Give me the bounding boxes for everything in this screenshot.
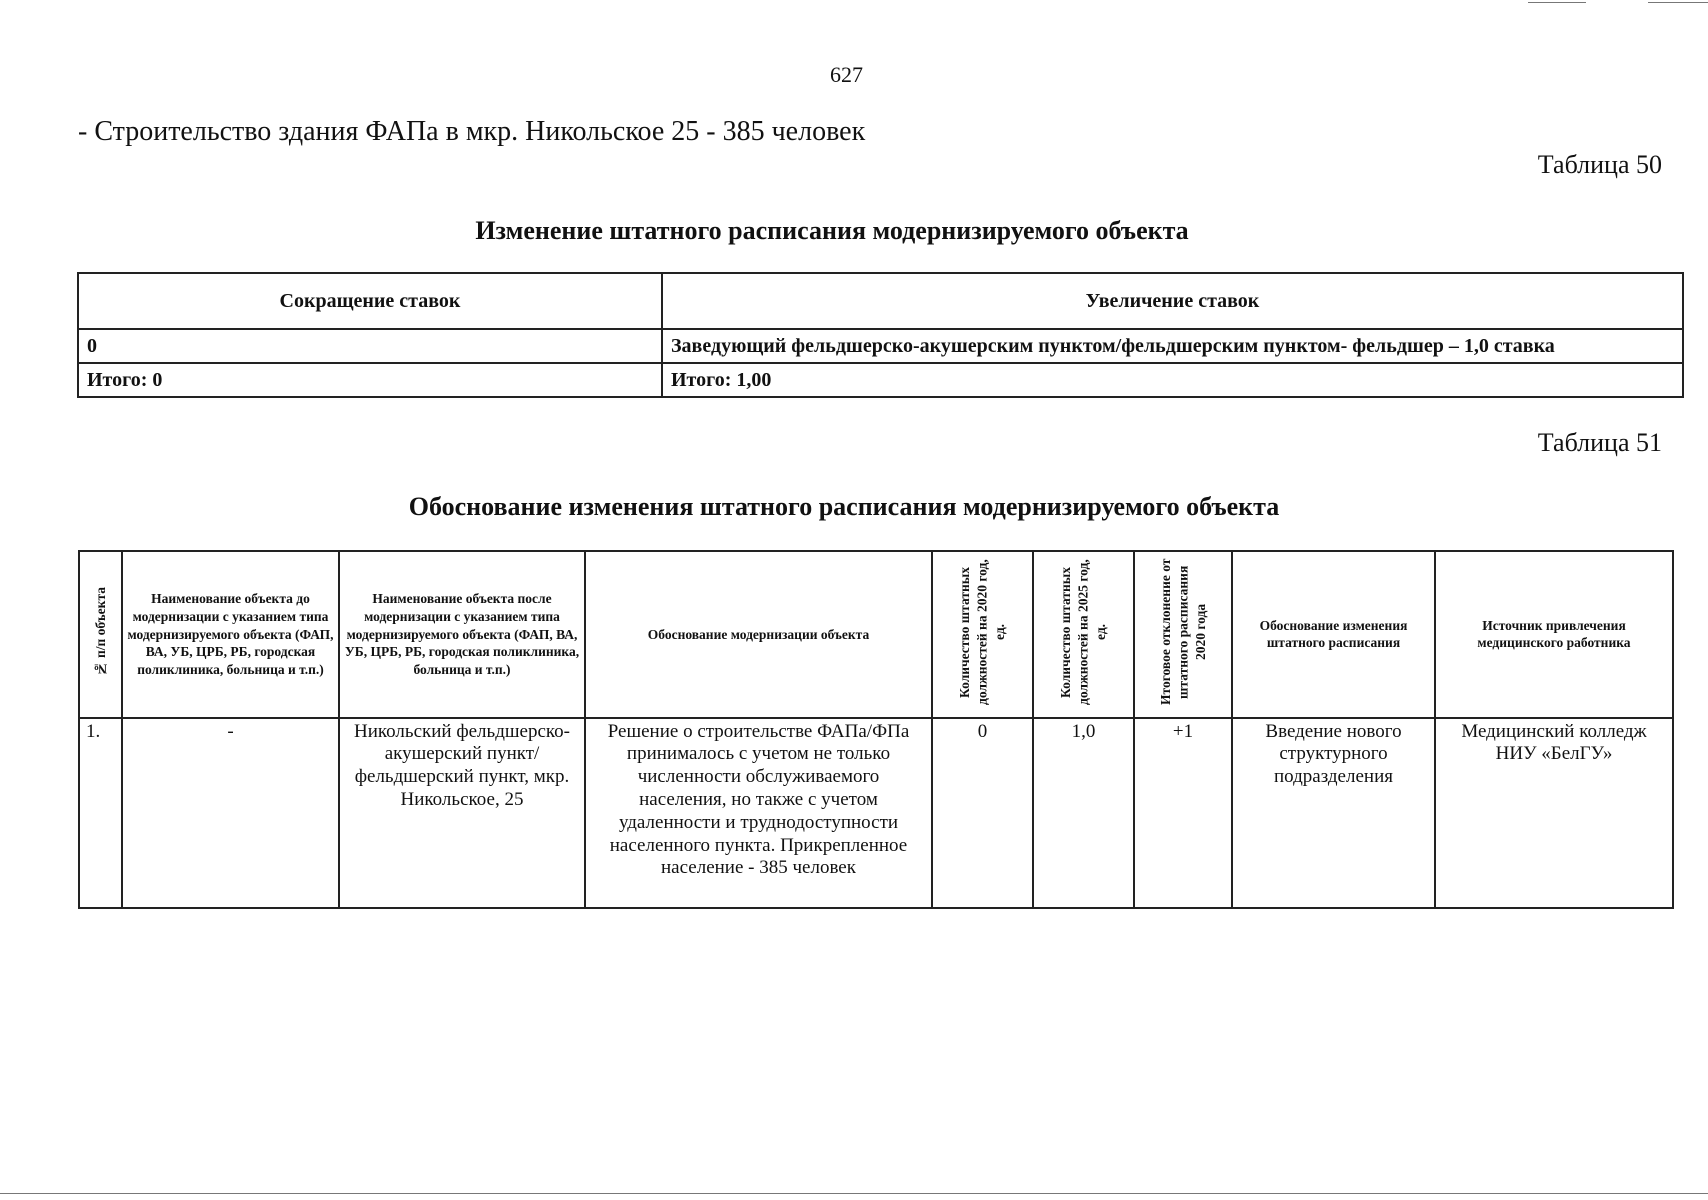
header-increase: Увеличение ставок (662, 273, 1683, 329)
scan-artifact-line (1648, 2, 1708, 3)
staffing-justification-table (78, 550, 1674, 909)
cell-staff-2025: 1,0 (1033, 718, 1134, 908)
increase-value: Заведующий фельдшерско-акушерским пунктом/фельдшерским пунктом- фельдшер – 1,0 ставка (662, 329, 1683, 363)
page-number: 627 (830, 62, 863, 87)
header-staff-2025 (1033, 551, 1134, 718)
cell-staff-2020: 0 (932, 718, 1033, 908)
cell-change-reason: Введение нового структурного подразделения (1232, 718, 1435, 908)
header-staff-source: Источник привлечения медицинского работника (1435, 551, 1673, 718)
table-row (78, 329, 1683, 363)
table-50-caption: Таблица 50 (1537, 150, 1662, 179)
cell-deviation: +1 (1134, 718, 1232, 908)
cell-modernization-reason: Решение о строительстве ФАПа/ФПа принималось с учетом не только численности обслуживаемого населения, но также с учетом удаленности и труднодоступности населенного пункта. Прикрепленное население - 385 человек (585, 718, 932, 908)
header-staff-2020-label: Количество штатных должностей на 2020 год, ед. (957, 559, 1008, 705)
header-deviation (1134, 551, 1232, 718)
table-row (79, 718, 1673, 908)
header-object-before: Наименование объекта до модернизации с указанием типа модернизируемого объекта (ФАП, ВА, УБ, ЦРБ, РБ, городская поликлиника, больница и т.п.) (122, 551, 339, 718)
cell-object-before: - (122, 718, 339, 908)
header-staff-2020 (932, 551, 1033, 718)
header-change-reason: Обоснование изменения штатного расписания (1232, 551, 1435, 718)
header-deviation-label: Итоговое отклонение от штатного расписания 2020 года (1157, 558, 1208, 706)
table-50-title: Изменение штатного расписания модернизируемого объекта (475, 216, 1189, 245)
table-51-title: Обоснование изменения штатного расписания модернизируемого объекта (408, 492, 1280, 521)
cell-object-number: 1. (79, 718, 122, 908)
header-reduction: Сокращение ставок (78, 273, 662, 329)
project-line: - Строительство здания ФАПа в мкр. Никольское 25 - 385 человек (78, 116, 866, 147)
staffing-change-table (77, 272, 1684, 398)
table-51-caption: Таблица 51 (1537, 428, 1662, 457)
header-object-number-label: № п/п объекта (92, 587, 108, 677)
reduction-value: 0 (78, 329, 662, 363)
header-modernization-reason: Обоснование модернизации объекта (585, 551, 932, 718)
cell-staff-source: Медицинский колледж НИУ «БелГУ» (1435, 718, 1673, 908)
table-header-row (78, 273, 1683, 329)
table-row (78, 363, 1683, 397)
header-object-number (79, 551, 122, 718)
scan-artifact-line (0, 1193, 1708, 1194)
table-header-row (79, 551, 1673, 718)
reduction-total: Итого: 0 (78, 363, 662, 397)
cell-object-after: Никольский фельдшерско-акушерский пункт/фельдшерский пункт, мкр. Никольское, 25 (339, 718, 585, 908)
header-object-after: Наименование объекта после модернизации с указанием типа модернизируемого объекта (ФАП, ВА, УБ, ЦРБ, РБ, городская поликлиника, больница и т.п.) (339, 551, 585, 718)
header-staff-2025-label: Количество штатных должностей на 2025 год, ед. (1058, 559, 1109, 705)
increase-total: Итого: 1,00 (662, 363, 1683, 397)
scan-artifact-line (1528, 2, 1586, 3)
